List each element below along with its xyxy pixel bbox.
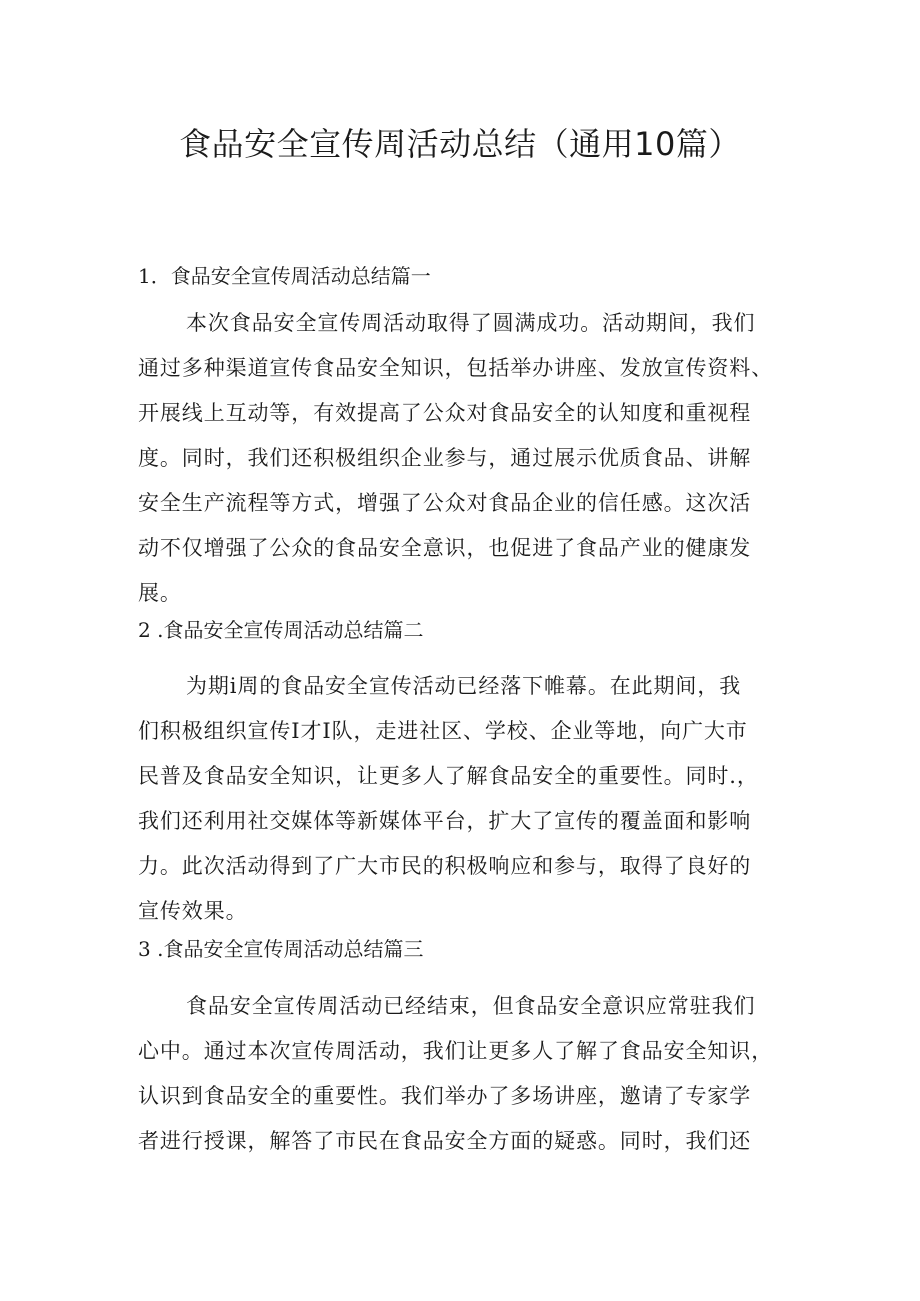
paragraph-line: 宣传效果。 [138, 899, 248, 923]
paragraph-line: 们积极组织宣传I才I队，走进社区、学校、企业等地，向广大市 [138, 719, 748, 743]
section-body-3 [138, 984, 788, 1164]
section-heading-3: 3 .食品安全宣传周活动总结篇三 [138, 937, 424, 961]
paragraph-line: 为期i周的食品安全宣传活动已经落下帷幕。在此期间，我 [186, 674, 742, 698]
paragraph-line: 我们还利用社交媒体等新媒体平台，扩大了宣传的覆盖面和影响 [138, 809, 752, 833]
section-body-2 [138, 664, 788, 934]
section-heading-2: 2 .食品安全宣传周活动总结篇二 [138, 618, 424, 642]
paragraph-line: 食品安全宣传周活动已经结束，但食品安全意识应常驻我们 [186, 994, 756, 1018]
paragraph-line: 本次食品安全宣传周活动取得了圆满成功。活动期间，我们 [186, 311, 756, 335]
paragraph-line: 开展线上互动等，有效提高了公众对食品安全的认知度和重视程 [138, 401, 752, 425]
paragraph-line: 者进行授课，解答了市民在食品安全方面的疑惑。同时，我们还 [138, 1129, 752, 1153]
paragraph-line: 心中。通过本次宣传周活动，我们让更多人了解了食品安全知识， [138, 1039, 774, 1063]
paragraph-line: 展。 [138, 581, 182, 605]
document-title: 食品安全宣传周活动总结（通用10篇） [179, 125, 741, 163]
paragraph-line: 力。此次活动得到了广大市民的积极响应和参与，取得了良好的 [138, 854, 752, 878]
section-heading-1: 1．食品安全宣传周活动总结篇一 [138, 264, 431, 288]
paragraph-line: 通过多种渠道宣传食品安全知识，包括举办讲座、发放宣传资料、 [138, 356, 774, 380]
paragraph-line: 认识到食品安全的重要性。我们举办了多场讲座，邀请了专家学 [138, 1084, 752, 1108]
paragraph-line: 动不仅增强了公众的食品安全意识，也促进了食品产业的健康发 [138, 536, 752, 560]
paragraph-line: 安全生产流程等方式，增强了公众对食品企业的信任感。这次活 [138, 491, 752, 515]
paragraph-line: 度。同时，我们还积极组织企业参与，通过展示优质食品、讲解 [138, 446, 752, 470]
paragraph-line: 民普及食品安全知识，让更多人了解食品安全的重要性。同时.， [138, 764, 759, 788]
section-body-1 [138, 301, 788, 616]
